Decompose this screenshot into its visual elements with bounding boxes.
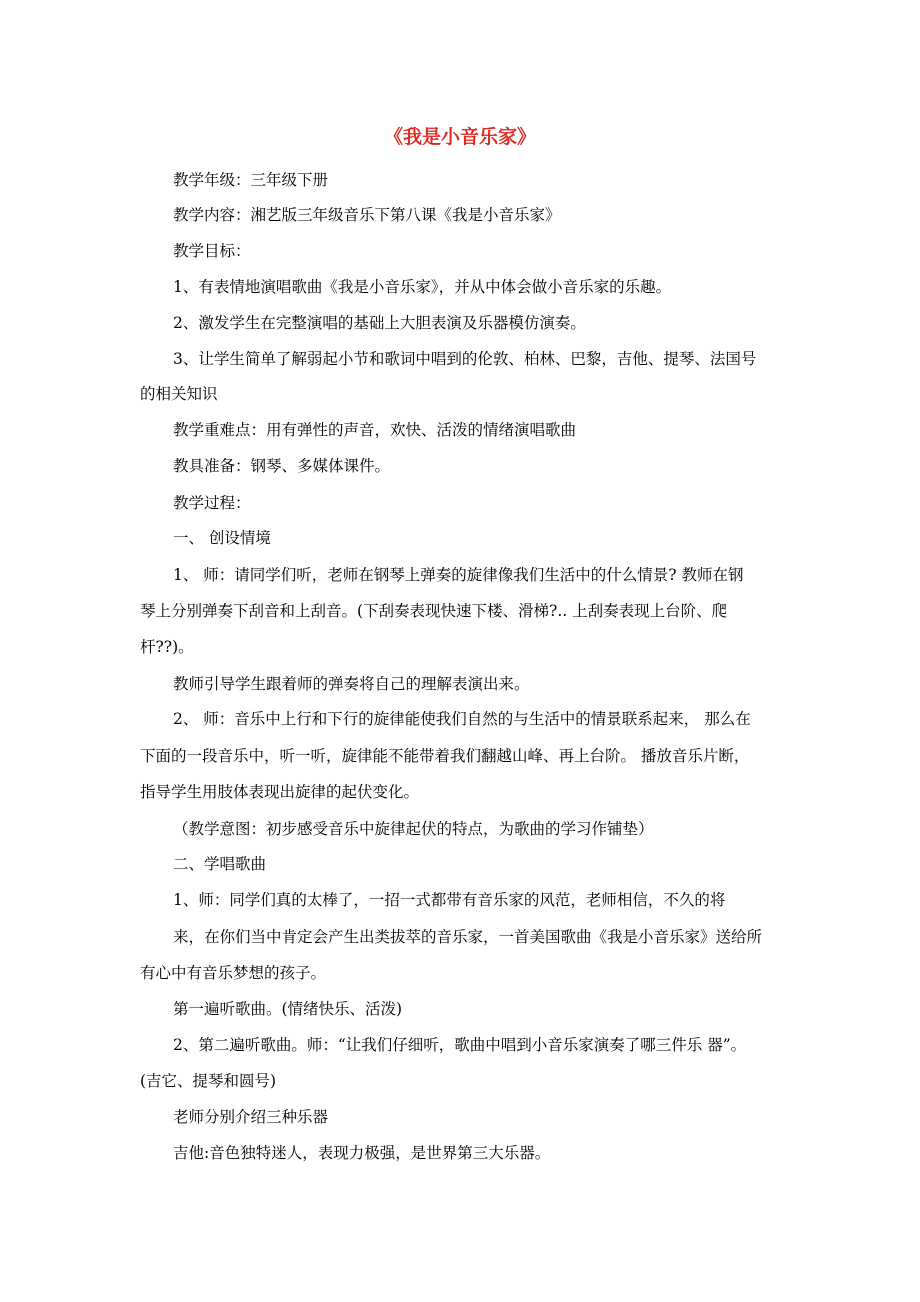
- paragraph-line: 指导学生用肢体表现出旋律的起伏变化。: [140, 783, 420, 801]
- paragraph-line: 来，在你们当中肯定会产生出类拔萃的音乐家，一首美国歌曲《我是小音乐家》送给所: [173, 928, 763, 946]
- paragraph-line: 1、 师：请同学们听，老师在钢琴上弹奏的旋律像我们生活中的什么情景? 教师在钢: [173, 566, 744, 584]
- paragraph-line: 的相关知识: [140, 385, 218, 403]
- paragraph-line: 老师分别介绍三种乐器: [173, 1108, 329, 1126]
- paragraph-line: 下面的一段音乐中，听一听，旋律能不能带着我们翻越山峰、再上台阶。 播放音乐片断，: [140, 747, 750, 765]
- paragraph-line: 杆??)。: [140, 638, 194, 656]
- paragraph-line: 教学目标：: [173, 242, 251, 260]
- paragraph-line: 吉他:音色独特迷人，表现力极强，是世界第三大乐器。: [173, 1144, 551, 1162]
- paragraph-line: 教师引导学生跟着师的弹奏将自己的理解表演出来。: [173, 675, 530, 693]
- paragraph-line: 1、师：同学们真的太棒了，一招一式都带有音乐家的风范，老师相信，不久的将: [173, 891, 726, 909]
- paragraph-line: 1、有表情地演唱歌曲《我是小音乐家》，并从中体会做小音乐家的乐趣。: [173, 278, 672, 296]
- paragraph-line: 教具准备：钢琴、多媒体课件。: [173, 457, 391, 475]
- document-title: 《我是小音乐家》: [383, 126, 536, 148]
- paragraph-line: 2、第二遍听歌曲。师：“让我们仔细听，歌曲中唱到小音乐家演奏了哪三件乐 器”。: [173, 1036, 747, 1054]
- paragraph-line: 教学重难点：用有弹性的声音，欢快、活泼的情绪演唱歌曲: [173, 421, 577, 439]
- paragraph-line: 2、 师：音乐中上行和下行的旋律能使我们自然的与生活中的情景联系起来， 那么在: [173, 710, 751, 728]
- paragraph-line: 2、激发学生在完整演唱的基础上大胆表演及乐器模仿演奏。: [173, 314, 586, 332]
- paragraph-line: 有心中有音乐梦想的孩子。: [140, 964, 327, 982]
- paragraph-line: 3、让学生简单了解弱起小节和歌词中唱到的伦敦、柏林、巴黎，吉他、提琴、法国号: [173, 350, 757, 368]
- paragraph-line: 教学过程：: [173, 494, 251, 512]
- paragraph-line: (吉它、提琴和圆号): [140, 1072, 277, 1090]
- paragraph-line: 教学年级：三年级下册: [173, 171, 329, 189]
- paragraph-line: 一、 创设情境: [173, 529, 271, 547]
- paragraph-line: 二、学唱歌曲: [173, 855, 267, 873]
- paragraph-line: 琴上分别弹奏下刮音和上刮音。(下刮奏表现快速下楼、滑梯?.. 上刮奏表现上台阶、爬: [140, 602, 728, 620]
- paragraph-line: 教学内容：湘艺版三年级音乐下第八课《我是小音乐家》: [173, 206, 561, 224]
- paragraph-line: 第一遍听歌曲。(情绪快乐、活泼): [173, 1000, 403, 1018]
- paragraph-line: （教学意图：初步感受音乐中旋律起伏的特点，为歌曲的学习作铺垫）: [173, 820, 654, 838]
